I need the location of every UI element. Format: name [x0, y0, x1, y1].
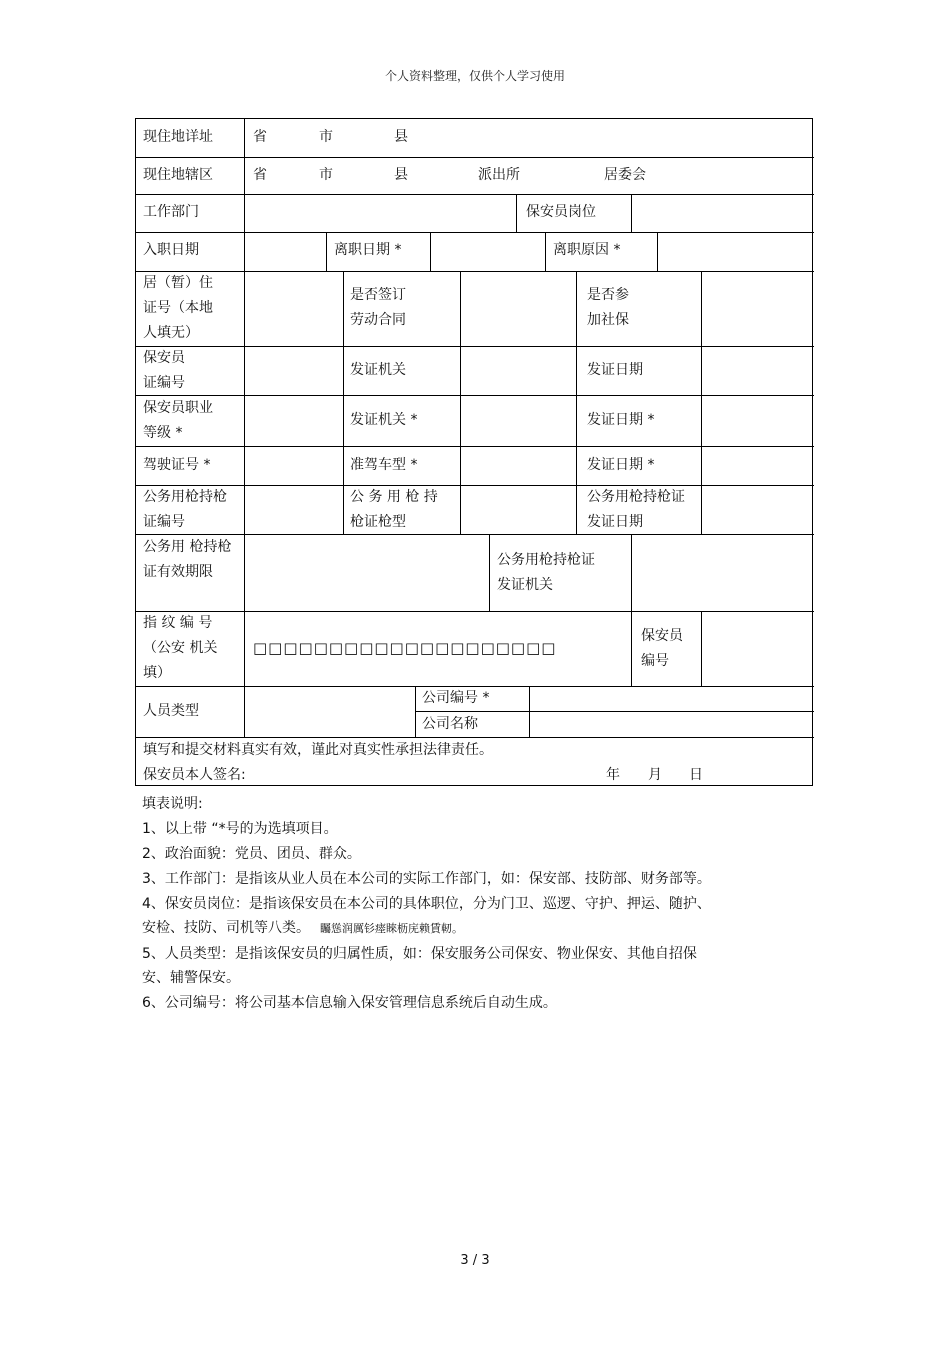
guard-level-date-label: 发证日期 * — [587, 412, 655, 428]
fingerprint-boxes[interactable]: □□□□□□□□□□□□□□□□□□□□ — [253, 639, 557, 657]
note-5a: 5、人员类型：是指该保安员的归属性质，如：保安服务公司保安、物业保安、其他自招保 — [142, 946, 697, 962]
post-label: 保安员岗位 — [526, 204, 596, 220]
company-no-label: 公司编号 * — [422, 690, 490, 706]
note-3: 3、工作部门：是指该从业人员在本公司的实际工作部门，如：保安部、技防部、财务部等。 — [142, 871, 711, 887]
declaration-text: 填写和提交材料真实有效，谨此对真实性承担法律责任。 — [143, 742, 493, 758]
guard-cert-label: 保安员证编号 — [143, 350, 185, 391]
gun-model-label: 公 务 用 枪 持 枪证枪型 — [350, 489, 438, 530]
addr-detail-label: 现住地详址 — [143, 129, 213, 145]
addr-detail-city: 市 — [319, 129, 333, 145]
page-number: 3 / 3 — [460, 1253, 490, 1268]
insurance-label: 是否参加社保 — [587, 287, 629, 328]
addr-district-province: 省 — [253, 167, 267, 183]
instructions-title: 填表说明: — [142, 796, 203, 812]
sign-month: 月 — [648, 767, 662, 783]
page-header: 个人资料整理，仅供个人学习使用 — [384, 69, 565, 83]
fingerprint-label: 指 纹 编 号（公安 机关填） — [143, 615, 218, 681]
note-4b — [142, 916, 762, 941]
company-name-label: 公司名称 — [422, 716, 478, 732]
gun-authority-label: 公务用枪持枪证发证机关 — [497, 552, 595, 593]
note-6: 6、公司编号：将公司基本信息输入保安管理信息系统后自动生成。 — [142, 995, 557, 1011]
guard-cert-date-label: 发证日期 — [587, 362, 643, 378]
gun-validity-label: 公务用 枪持枪证有效期限 — [143, 539, 232, 580]
entry-date-label: 入职日期 — [143, 242, 199, 258]
note-4a: 4、保安员岗位：是指该保安员在本公司的具体职位，分为门卫、巡逻、守护、押运、随护、 — [142, 896, 711, 912]
person-type-label: 人员类型 — [143, 703, 199, 719]
leave-date-label: 离职日期 * — [334, 242, 402, 258]
guard-cert-authority-label: 发证机关 — [350, 362, 406, 378]
note-4b-text: 安检、技防、司机等八类。 — [142, 920, 310, 936]
guard-level-authority-label: 发证机关 * — [350, 412, 418, 428]
driver-label: 驾驶证号 * — [143, 457, 211, 473]
contract-label: 是否签订劳动合同 — [350, 287, 406, 328]
gun-date-label: 公务用枪持枪证发证日期 — [587, 489, 685, 530]
registration-form — [135, 118, 813, 786]
note-5b: 安、辅警保安。 — [142, 970, 240, 986]
leave-reason-label: 离职原因 * — [553, 242, 621, 258]
note-1: 1、以上带 “*号的为选填项目。 — [142, 821, 338, 837]
garbled-text: 矚慫润厲钐瘗睞枥庑赖賃軔。 — [320, 922, 463, 935]
driver-type-label: 准驾车型 * — [350, 457, 418, 473]
addr-detail-province: 省 — [253, 129, 267, 145]
addr-district-police: 派出所 — [478, 167, 520, 183]
guard-no-label: 保安员编号 — [641, 628, 683, 669]
guard-level-label: 保安员职业等级 * — [143, 400, 213, 441]
signature-label: 保安员本人签名: — [143, 767, 246, 783]
instructions — [142, 792, 762, 1015]
residence-label: 居（暂）住证号（本地人填无） — [143, 275, 213, 341]
dept-label: 工作部门 — [143, 204, 199, 220]
sign-year: 年 — [606, 767, 620, 783]
gun-cert-label: 公务用枪持枪证编号 — [143, 489, 227, 530]
addr-detail-county: 县 — [394, 129, 408, 145]
addr-district-city: 市 — [319, 167, 333, 183]
addr-district-committee: 居委会 — [604, 167, 646, 183]
addr-district-county: 县 — [394, 167, 408, 183]
addr-district-label: 现住地辖区 — [143, 167, 213, 183]
sign-day: 日 — [689, 767, 703, 783]
driver-date-label: 发证日期 * — [587, 457, 655, 473]
note-2: 2、政治面貌：党员、团员、群众。 — [142, 846, 361, 862]
